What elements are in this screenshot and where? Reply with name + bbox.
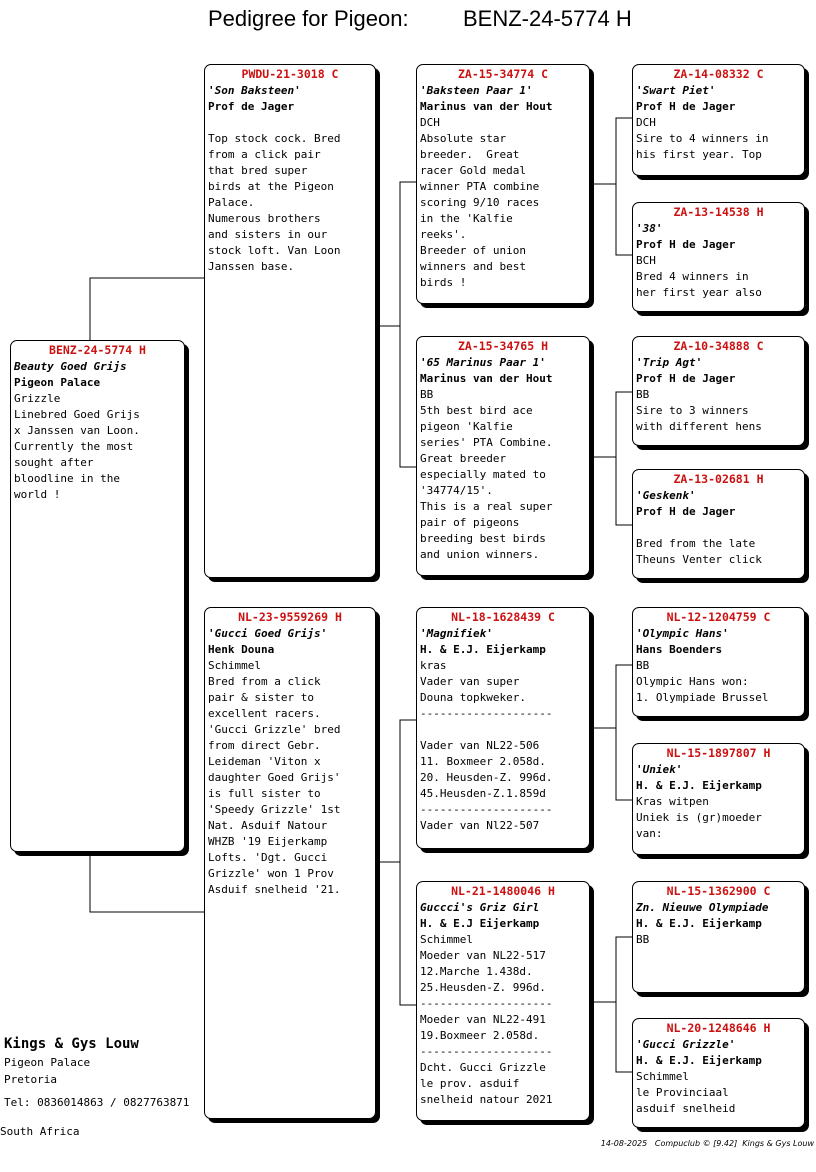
dam-sire-sire-card[interactable] [632,607,805,717]
info-line: 'Speedy Grizzle' 1st [208,803,341,816]
info-line: Numerous brothers [208,212,321,225]
info-line: is full sister to [208,787,321,800]
info-line: Dcht. Gucci Grizzle [420,1061,546,1074]
ring-number: PWDU-21-3018 C [241,67,339,81]
pigeon-name: 'Son Baksteen' [208,84,301,97]
info-line: This is a real super [420,500,553,513]
info-line: stock loft. Van Loon [208,244,341,257]
info-line: in the 'Kalfie [420,212,513,225]
pigeon-name: 'Baksteen Paar 1' [420,84,533,97]
info-line: series' PTA Combine. [420,436,553,449]
dam-card[interactable] [204,607,376,1119]
info-line: Bred from a click [208,675,321,688]
info-line: -------------------- [420,707,553,720]
dam-sire-dam-card[interactable] [632,743,805,855]
info-line: Leideman 'Viton x [208,755,321,768]
info-line: world ! [14,488,61,501]
owner-name: Prof H de Jager [636,505,736,518]
info-line: sought after [14,456,94,469]
ring-number: NL-23-9559269 H [238,610,342,624]
info-line: BB [420,388,434,401]
connector-dd-dds [590,937,632,1002]
info-line: pair of pigeons [420,516,520,529]
dam-dam-sire-card[interactable] [632,881,805,993]
owner-name: H. & E.J Eijerkamp [420,917,540,930]
info-line: 12.Marche 1.438d. [420,965,533,978]
info-line: Grizzle' won 1 Prov [208,867,334,880]
info-line: Lofts. 'Dgt. Gucci [208,851,328,864]
pigeon-name: Guccci's Griz Girl [420,901,540,914]
connector-sd-sds [590,392,632,457]
dam-dam-dam-card[interactable] [632,1018,805,1128]
info-line: breeding best birds [420,532,546,545]
info-line: Vader van Nl22-507 [420,819,540,832]
ring-number: ZA-15-34765 H [457,339,548,353]
info-line: snelheid natour 2021 [420,1093,553,1106]
ring-number: NL-21-1480046 H [451,884,555,898]
owner-name: Henk Douna [208,643,275,656]
info-line: winner PTA combine [420,180,540,193]
ring-number: NL-15-1362900 C [666,884,771,898]
info-line: Sire to 4 winners in [636,132,769,145]
info-line: DCH [636,116,656,129]
info-line: excellent racers. [208,707,321,720]
info-line [208,115,372,131]
owner-name: Pigeon Palace [14,376,101,389]
ring-number: ZA-14-08332 C [673,67,764,81]
info-line: Vader van super [420,675,520,688]
info-line: Janssen base. [208,260,295,273]
info-line: especially mated to [420,468,546,481]
ring-number: BENZ-24-5774 H [49,343,146,357]
info-line: Grizzle [14,392,61,405]
info-line: her first year also [636,286,762,299]
info-line: -------------------- [420,1045,553,1058]
info-line: and sisters in our [208,228,328,241]
info-line: BB [636,659,650,672]
connector-sire-sd [400,326,416,467]
info-line: Schimmel [208,659,261,672]
info-line: pair & sister to [208,691,314,704]
sire-sire-dam-card[interactable] [632,202,805,312]
info-line: Absolute star [420,132,507,145]
ring-number: ZA-15-34774 C [457,67,548,81]
info-line: Asduif snelheid '21. [208,883,341,896]
info-line: x Janssen van Loon. [14,424,140,437]
info-line: racer Gold medal [420,164,526,177]
info-line: kras [420,659,447,672]
owner-name: H. & E.J. Eijerkamp [636,917,762,930]
breeder-name: Kings & Gys Louw [4,1036,139,1052]
info-line: 25.Heusden-Z. 996d. [420,981,546,994]
owner-name: Prof de Jager [208,100,295,113]
pigeon-name: Beauty Goed Grijs [14,360,127,373]
page-title-label: Pedigree for Pigeon: [208,6,409,31]
info-line: BCH [636,254,656,267]
pigeon-name: 'Magnifiek' [420,627,493,640]
info-line: reeks'. [420,228,467,241]
info-line: Great breeder [420,452,507,465]
info-line: Douna topkweker. [420,691,526,704]
info-line: Uniek is (gr)moeder [636,811,762,824]
pigeon-name: '38' [636,222,663,235]
ring-number: NL-18-1628439 C [451,610,555,624]
info-line: Palace. [208,196,255,209]
info-line: DCH [420,116,440,129]
breeder-country: South Africa [0,1125,80,1138]
info-line: 1. Olympiade Brussel [636,691,769,704]
sire-sire-sire-card[interactable] [632,64,805,176]
info-line: winners and best [420,260,526,273]
pigeon-name: 'Uniek' [636,763,683,776]
pigeon-name: 'Gucci Grizzle' [636,1038,736,1051]
info-line: le Provinciaal [636,1086,729,1099]
connector-subject-sire [90,278,204,340]
pigeon-name: 'Geskenk' [636,489,696,502]
connector-ss-ssd [616,184,632,255]
info-line: WHZB '19 Eijerkamp [208,835,328,848]
info-line: Olympic Hans won: [636,675,749,688]
info-line: van: [636,827,663,840]
info-line: Breeder of union [420,244,526,257]
connector-sd-sdd [616,457,632,525]
info-line: Bred 4 winners in [636,270,749,283]
owner-name: Prof H de Jager [636,100,736,113]
info-line: his first year. Top [636,148,762,161]
info-line: daughter Goed Grijs' [208,771,341,784]
info-line: le prov. asduif [420,1077,520,1090]
ring-number: NL-12-1204759 C [666,610,771,624]
pigeon-name: '65 Marinus Paar 1' [420,356,546,369]
page-title-ring: BENZ-24-5774 H [463,6,632,31]
connector-sire-ss [376,182,416,326]
owner-name: H. & E.J. Eijerkamp [420,643,546,656]
info-line: 45.Heusden-Z.1.859d [420,787,546,800]
info-line: Currently the most [14,440,134,453]
pigeon-name: 'Gucci Goed Grijs' [208,627,328,640]
ring-number: NL-15-1897807 H [666,746,771,760]
connector-ds-dss [590,665,632,728]
info-line: 5th best bird ace [420,404,533,417]
info-line: from a click pair [208,148,321,161]
print-footer: 14-08-2025 Compuclub © [9.42] Kings & Gys Louw [600,1139,814,1148]
info-line: that bred super [208,164,308,177]
owner-name: H. & E.J. Eijerkamp [636,779,762,792]
info-line: BB [636,388,650,401]
info-line: -------------------- [420,803,553,816]
breeder-tel: Tel: 0836014863 / 0827763871 [4,1096,190,1109]
info-line: bloodline in the [14,472,120,485]
breeder-line1: Pigeon Palace [4,1056,91,1069]
info-line: asduif snelheid [636,1102,736,1115]
connector-dd-ddd [616,1002,632,1072]
info-line: Schimmel [420,933,473,946]
info-line: -------------------- [420,997,553,1010]
sire-card[interactable] [204,64,376,578]
info-line: from direct Gebr. [208,739,321,752]
ring-number: ZA-13-02681 H [673,472,764,486]
pigeon-name: 'Trip Agt' [636,356,703,369]
info-line: breeder. Great [420,148,520,161]
info-line: BB [636,933,650,946]
info-line: 20. Heusden-Z. 996d. [420,771,553,784]
info-line: with different hens [636,420,762,433]
info-line: Theuns Venter click [636,553,762,566]
connector-subject-dam [90,852,204,912]
info-line: birds ! [420,276,467,289]
subject-card[interactable] [10,340,185,852]
info-line: pigeon 'Kalfie [420,420,513,433]
ring-number: ZA-10-34888 C [673,339,764,353]
sire-dam-dam-card[interactable] [632,469,805,579]
pigeon-name: 'Swart Piet' [636,84,716,97]
pigeon-name: 'Olympic Hans' [636,627,729,640]
sire-dam-card[interactable] [416,336,590,576]
owner-name: Marinus van der Hout [420,100,553,113]
info-line: birds at the Pigeon [208,180,334,193]
owner-name: Marinus van der Hout [420,372,553,385]
dam-dam-card[interactable] [416,881,590,1121]
sire-dam-sire-card[interactable] [632,336,805,446]
info-line: Nat. Asduif Natour [208,819,328,832]
dam-sire-card[interactable] [416,607,590,849]
info-line: Kras witpen [636,795,709,808]
ring-number: NL-20-1248646 H [666,1021,771,1035]
pigeon-name: Zn. Nieuwe Olympiade [636,901,769,914]
connector-dam-ds [376,720,416,862]
info-line: Linebred Goed Grijs [14,408,140,421]
info-line: Bred from the late [636,537,756,550]
breeder-line2: Pretoria [4,1073,57,1086]
info-line [636,520,801,536]
owner-name: Prof H de Jager [636,372,736,385]
owner-name: Prof H de Jager [636,238,736,251]
info-line: Moeder van NL22-517 [420,949,546,962]
owner-name: H. & E.J. Eijerkamp [636,1054,762,1067]
connector-ss-sss [590,118,632,184]
sire-sire-card[interactable] [416,64,590,304]
info-line: Top stock cock. Bred [208,132,341,145]
connector-ds-dsd [616,728,632,800]
owner-name: Hans Boenders [636,643,723,656]
info-line: '34774/15'. [420,484,493,497]
breeder-info [4,1034,204,1111]
info-line: Vader van NL22-506 [420,739,540,752]
info-line: 19.Boxmeer 2.058d. [420,1029,540,1042]
info-line [420,722,586,738]
info-line: Sire to 3 winners [636,404,749,417]
info-line: scoring 9/10 races [420,196,540,209]
info-line: Schimmel [636,1070,689,1083]
info-line: 11. Boxmeer 2.058d. [420,755,546,768]
info-line: Moeder van NL22-491 [420,1013,546,1026]
connector-dam-dd [400,862,416,1005]
info-line: 'Gucci Grizzle' bred [208,723,341,736]
ring-number: ZA-13-14538 H [673,205,764,219]
info-line: and union winners. [420,548,540,561]
